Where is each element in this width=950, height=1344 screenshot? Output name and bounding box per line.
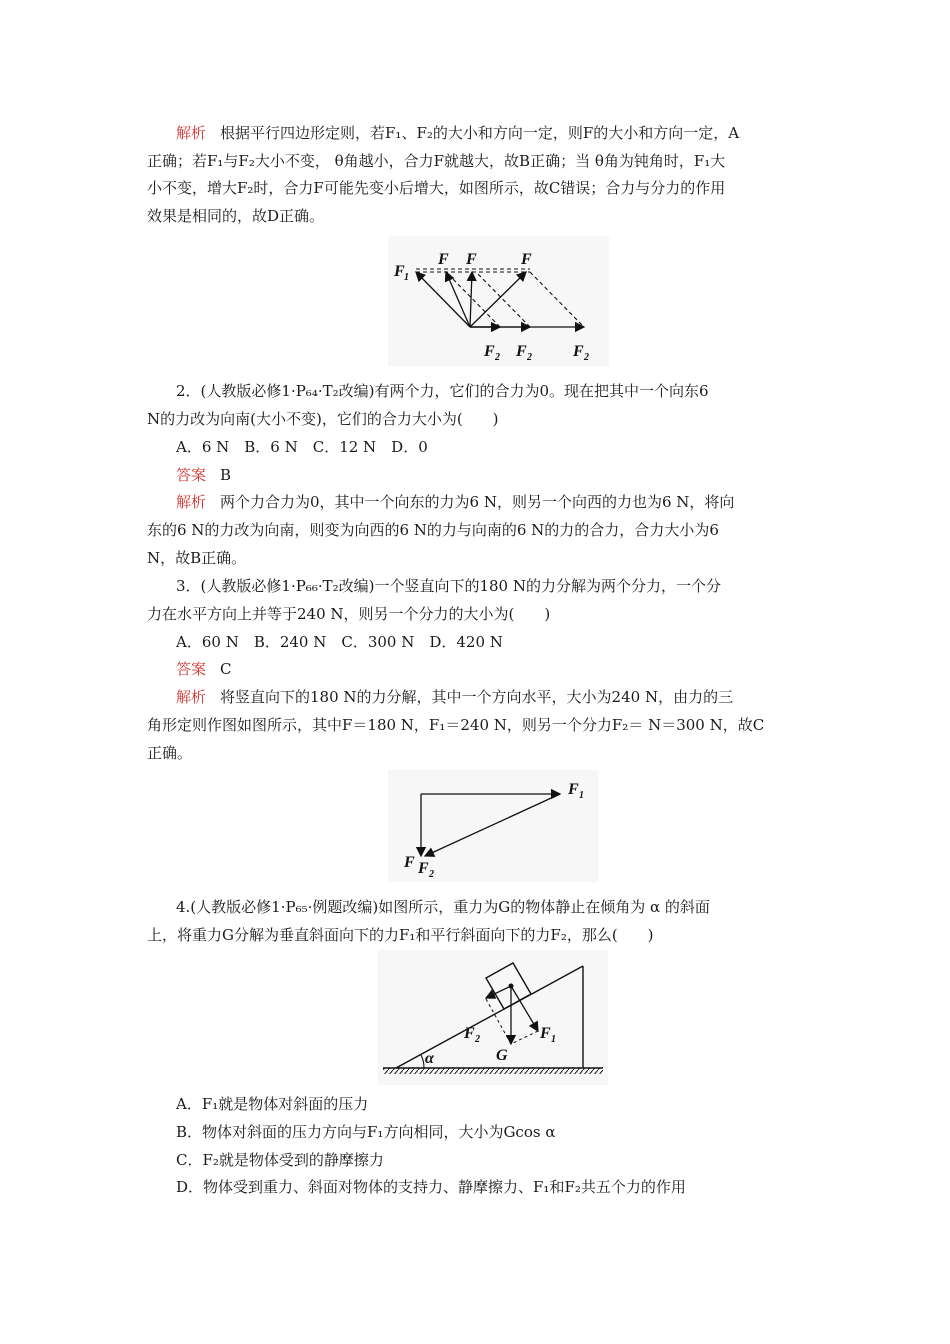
q2-analysis-line-3: N，故B正确。 (147, 549, 247, 567)
parallelogram-svg (388, 236, 609, 366)
q4-stem-line-2: 上，将重力G分解为垂直斜面向下的力F₁和平行斜面向下的力F₂，那么( ) (147, 926, 654, 944)
q4-option-c: C．F₂就是物体受到的静摩擦力 (176, 1151, 384, 1169)
f2-subscript-3: 2 (584, 352, 589, 363)
g-label: G (496, 1047, 508, 1064)
q2-analysis-line-1 (176, 492, 841, 512)
fig3-f2-label: F (464, 1025, 475, 1042)
triangle-figure (388, 770, 598, 882)
q4-option-d: D．物体受到重力、斜面对物体的支持力、静摩擦力、F₁和F₂共五个力的作用 (176, 1178, 686, 1196)
q2-stem-line-1: 2．(人教版必修1·P₆₄·T₂改编)有两个力，它们的合力为0。现在把其中一个向东6 (176, 382, 709, 400)
q4-option-a: A．F₁就是物体对斜面的压力 (176, 1095, 369, 1113)
angle-arc (421, 1055, 424, 1068)
q1-analysis-label: 解析 (176, 124, 207, 142)
f1-arrow (416, 272, 470, 327)
q3-analysis-line-2: 角形定则作图如图所示，其中F＝180 N，F₁＝240 N，则另一个分力F₂＝ N＝300 N，故C (147, 716, 765, 734)
q3-options: A．60 N B．240 N C．300 N D．420 N (176, 633, 503, 651)
f2-component-arrow (486, 986, 511, 998)
q3-analysis-line-1 (176, 687, 841, 707)
ground-hatch (383, 1068, 603, 1074)
q3-analysis-line-3: 正确。 (147, 744, 193, 762)
fig3-f1-subscript: 1 (551, 1034, 556, 1045)
parallelogram-figure (388, 236, 609, 366)
f1-subscript: 1 (404, 272, 409, 283)
f2-subscript-1: 2 (495, 352, 500, 363)
fig2-f-label: F (404, 854, 415, 871)
fig3-f2-subscript: 2 (475, 1034, 480, 1045)
q2-answer: B (220, 466, 232, 484)
q1-analysis-text-1: 根据平行四边形定则，若F₁、F₂的大小和方向一定，则F的大小和方向一定，A (220, 124, 740, 142)
q3-answer: C (220, 660, 232, 678)
q4-option-b: B．物体对斜面的压力方向与F₁方向相同，大小为Gcos α (176, 1123, 556, 1141)
f-label-1: F (438, 251, 449, 268)
q2-stem-line-2: N的力改为向南(大小不变)，它们的合力大小为( ) (147, 410, 499, 428)
f2-label-1: F (484, 343, 495, 360)
fig2-f2-subscript: 2 (429, 869, 434, 880)
alpha-label: α (425, 1050, 434, 1067)
q2-answer-line (176, 465, 841, 485)
q1-analysis-line-1 (176, 123, 841, 143)
f2-label-2: F (516, 343, 527, 360)
q3-answer-line (176, 659, 841, 679)
f2-label-3: F (573, 343, 584, 360)
incline-figure (378, 950, 608, 1085)
incline-svg (378, 950, 608, 1085)
q3-stem-line-2: 力在水平方向上并等于240 N，则另一个分力的大小为( ) (147, 605, 551, 623)
q2-answer-label: 答案 (176, 466, 207, 484)
q1-analysis-line-4: 效果是相同的，故D正确。 (147, 207, 325, 225)
q1-analysis-line-2: 正确；若F₁与F₂大小不变， θ角越小，合力F就越大，故B正确；当 θ角为钝角时，F₁大 (147, 152, 726, 170)
q3-answer-label: 答案 (176, 660, 207, 678)
q2-analysis-line-2: 东的6 N的力改为向南，则变为向西的6 N的力与向南的6 N的力的合力，合力大小为6 (147, 521, 719, 539)
q2-options: A．6 N B．6 N C．12 N D．0 (176, 438, 428, 456)
triangle-svg (388, 770, 598, 882)
q1-analysis-line-3: 小不变，增大F₂时，合力F可能先变小后增大，如图所示，故C错误；合力与分力的作用 (147, 179, 726, 197)
q3-analysis-label: 解析 (176, 688, 207, 706)
f2-diagonal-arrow (425, 794, 560, 856)
q2-analysis-label: 解析 (176, 493, 207, 511)
q3-stem-line-1: 3．(人教版必修1·P₆₆·T₂改编)一个竖直向下的180 N的力分解为两个分力，一个分 (176, 577, 721, 595)
q2-analysis-text-1: 两个力合力为0，其中一个向东的力为6 N，则另一个向西的力也为6 N，将向 (220, 493, 735, 511)
f1-label: F (394, 263, 405, 280)
fig3-f1-label: F (540, 1025, 551, 1042)
fig2-f2-label: F (418, 860, 429, 877)
f2-subscript-2: 2 (527, 352, 532, 363)
f-label-3: F (521, 251, 532, 268)
resultant-arrow-2 (470, 272, 472, 327)
q4-stem-line-1: 4.(人教版必修1·P₆₅·例题改编)如图所示，重力为G的物体静止在倾角为 α 的斜面 (176, 898, 710, 916)
fig2-f1-label: F (568, 781, 579, 798)
resultant-arrow-1 (446, 272, 470, 327)
resultant-arrow-3 (470, 272, 526, 327)
fig2-f1-subscript: 1 (579, 790, 584, 801)
q3-analysis-text-1: 将竖直向下的180 N的力分解，其中一个方向水平，大小为240 N，由力的三 (220, 688, 734, 706)
f-label-2: F (466, 251, 477, 268)
